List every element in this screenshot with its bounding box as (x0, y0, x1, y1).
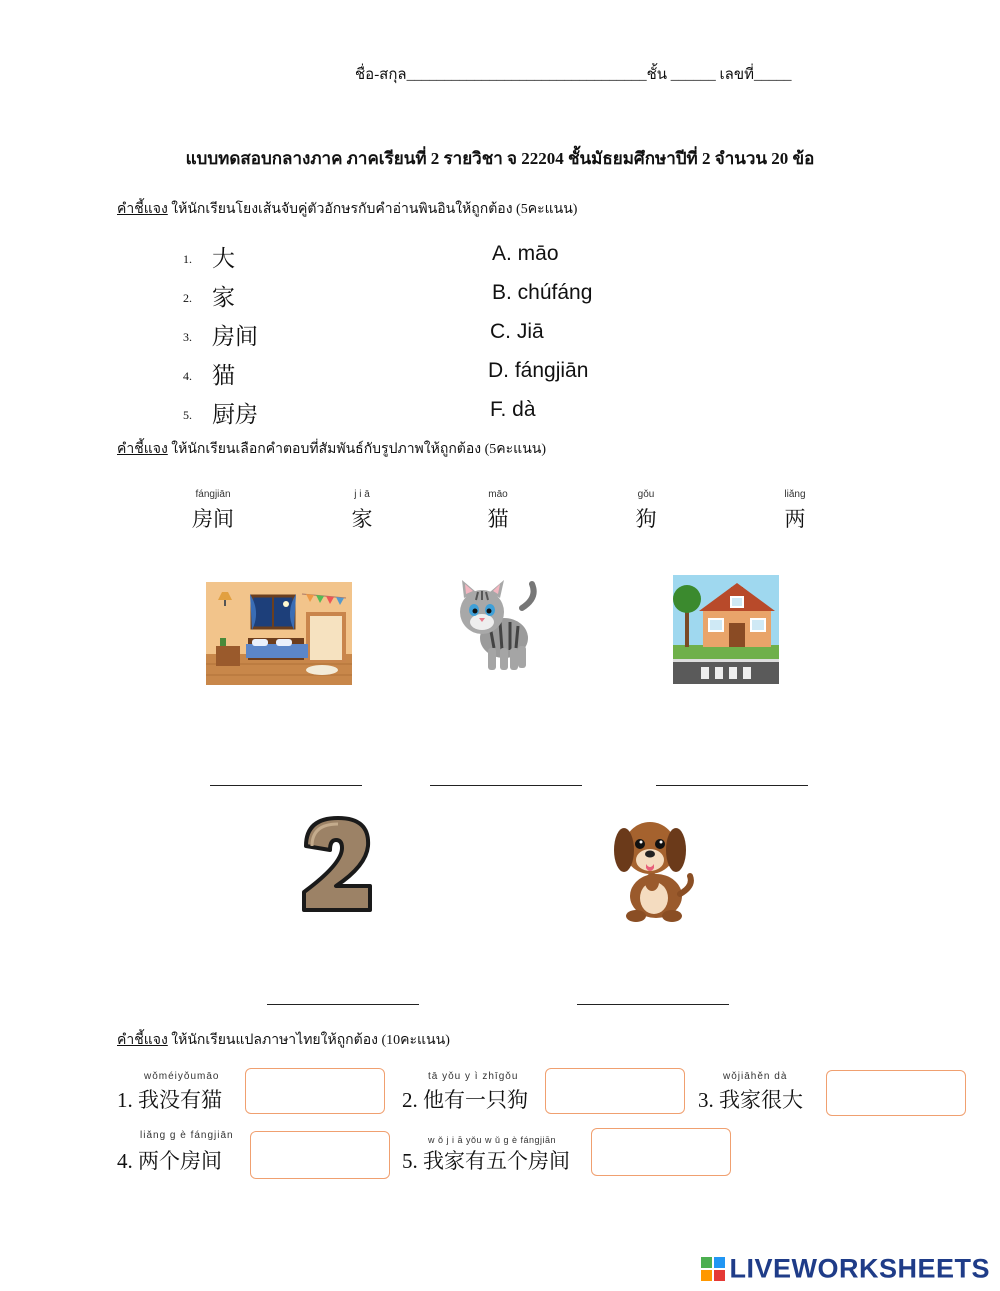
item-number: 5. (183, 408, 192, 422)
word-pinyin: liǎng (784, 489, 806, 500)
matching-option: C. Jiā (490, 320, 544, 343)
matching-option: B. chúfáng (492, 281, 593, 304)
matching-option: F. dà (490, 398, 536, 421)
answer-blank[interactable] (430, 785, 582, 786)
matching-hanzi: 房间 (212, 324, 258, 349)
item-number: 2. (183, 291, 192, 305)
word-hanzi: 猫 (487, 507, 509, 531)
question-text: 4. 两个房间 (117, 1149, 222, 1173)
section2-instruction (117, 438, 546, 460)
matching-hanzi: 猫 (212, 363, 235, 388)
instruction-label: คำชี้แจง (117, 1033, 168, 1048)
word-pinyin: māo (488, 489, 508, 500)
name-class-number-line: ชื่อ-สกุล________________________________ชั้น ______ เลขที่_____ (355, 67, 792, 83)
question-text: 3. 我家很大 (698, 1088, 803, 1112)
instruction-text: ให้นักเรียนเลือกคำตอบที่สัมพันธ์กับรูปภาพให้ถูกต้อง (5คะแนน) (167, 442, 547, 457)
word-hanzi: 房间 (192, 507, 234, 531)
matching-option: D. fángjiān (488, 359, 589, 382)
question-pinyin: liǎng g è fángjiān (140, 1130, 234, 1141)
answer-box[interactable] (545, 1068, 685, 1114)
question-text: 2. 他有一只狗 (402, 1088, 528, 1112)
item-number: 1. (183, 252, 192, 266)
instruction-label: คำชี้แจง (117, 202, 168, 217)
word-pinyin: gǒu (637, 489, 655, 500)
answer-blank[interactable] (577, 1004, 729, 1005)
word-pinyin: fángjiān (195, 489, 231, 500)
section1-instruction (117, 198, 577, 220)
question-pinyin: wǒjiāhěn dà (723, 1071, 788, 1082)
answer-blank[interactable] (267, 1004, 419, 1005)
instruction-label: คำชี้แจง (117, 442, 168, 457)
question-text: 5. 我家有五个房间 (402, 1149, 570, 1173)
word-hanzi: 家 (351, 507, 373, 531)
matching-hanzi: 大 (212, 246, 235, 271)
instruction-text: ให้นักเรียนแปลภาษาไทยให้ถูกต้อง (10คะแนน) (167, 1033, 450, 1048)
house-picture (673, 575, 779, 684)
word-hanzi: 狗 (635, 507, 657, 531)
answer-box[interactable] (250, 1131, 390, 1179)
answer-box[interactable] (591, 1128, 731, 1176)
logo-mark-icon (701, 1257, 725, 1281)
item-number: 3. (183, 330, 192, 344)
matching-hanzi: 厨房 (212, 402, 258, 427)
section3-instruction (117, 1029, 450, 1051)
dog-picture (610, 810, 696, 924)
word-hanzi: 两 (784, 507, 806, 531)
liveworksheets-logo (701, 1252, 990, 1284)
answer-box[interactable] (826, 1070, 966, 1116)
logo-text: LIVEWORKSHEETS (729, 1253, 990, 1284)
item-number: 4. (183, 369, 192, 383)
number-two-picture (298, 812, 376, 916)
question-pinyin: wǒméiyǒumāo (144, 1071, 220, 1082)
question-pinyin: w ǒ j i ā yǒu w ǔ g è fángjiān (428, 1135, 557, 1145)
bedroom-picture (206, 582, 352, 685)
matching-hanzi: 家 (212, 285, 235, 310)
page-title: แบบทดสอบกลางภาค ภาคเรียนที่ 2 รายวิชา จ 22204 ชั้นมัธยมศึกษาปีที่ 2 จำนวน 20 ข้อ (185, 149, 815, 168)
question-text: 1. 我没有猫 (117, 1088, 222, 1112)
answer-blank[interactable] (656, 785, 808, 786)
matching-option: A. māo (492, 242, 559, 265)
instruction-text: ให้นักเรียนโยงเส้นจับคู่ตัวอักษรกับคำอ่านพินอินให้ถูกต้อง (5คะแนน) (167, 202, 578, 217)
word-pinyin: j i ā (354, 489, 370, 500)
answer-box[interactable] (245, 1068, 385, 1114)
answer-blank[interactable] (210, 785, 362, 786)
cat-picture (452, 578, 540, 676)
question-pinyin: tā yǒu y ì zhīgǒu (428, 1071, 519, 1082)
